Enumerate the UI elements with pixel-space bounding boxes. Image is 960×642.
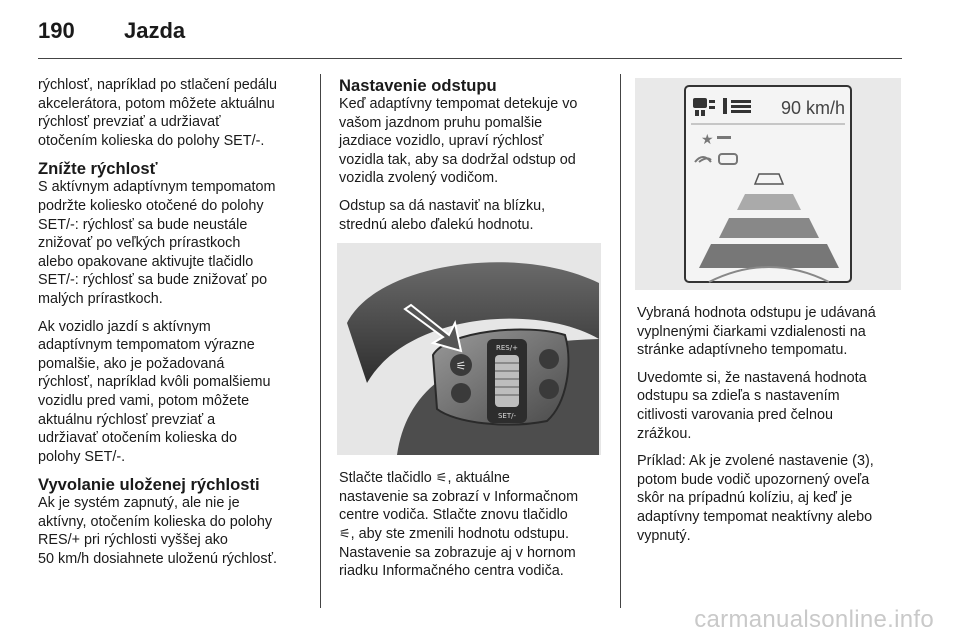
steering-wheel-figure xyxy=(337,243,601,455)
gap-bar-mid-far xyxy=(737,194,801,210)
section-title: Jazda xyxy=(124,18,186,43)
alert-button xyxy=(539,379,559,399)
column-2 xyxy=(339,76,611,590)
dic-display-illustration xyxy=(635,78,901,290)
paragraph-gap-shared: Uvedomte si, že nastavená hodnota odstupu sa zdieľa s nastavením citlivosti varovania pred čelnou zrážkou. xyxy=(637,369,867,442)
cruise-button xyxy=(451,383,471,403)
gap-button-icon: ⚟ xyxy=(455,359,467,374)
res-label: RES/+ xyxy=(496,344,518,353)
paragraph-gap-button: Stlačte tlačidlo ⚟, aktuálne nastavenie sa zobrazí v Informačnom centre vodiča. Stlačte znovu tlačidlo ⚟, aby ste zmenili hodnotu odstupu. Nastavenie sa zobrazuje aj v hornom riadku Informačného centra vodiča. xyxy=(339,470,579,580)
gap-icon: ⚟ xyxy=(339,525,351,541)
column-3 xyxy=(637,76,909,554)
header-rule xyxy=(38,58,902,59)
gap-bar-near xyxy=(699,244,839,268)
dic-display-figure xyxy=(635,78,901,290)
column-1 xyxy=(38,76,310,578)
page-number: 190 xyxy=(38,18,75,43)
column-divider-right xyxy=(620,74,621,608)
paragraph-gap-values: Odstup sa dá nastaviť na blízku, strednú alebo ďalekú hodnotu. xyxy=(339,197,546,233)
steering-wheel-illustration xyxy=(337,243,601,455)
paragraph-slower-vehicle: Ak vozidlo jazdí s aktívnym adaptívnym tempomatom výrazne pomalšie, ako je požadovaná rýchlosť, napríklad kvôli pomalšiemu vozidlu pred vami, potom môžete aktuálnu rýchlosť prevziať a udržiavať otočením kolieska do polohy SET/-. xyxy=(38,318,271,465)
watermark: carmanualsonline.info xyxy=(694,606,934,633)
set-label: SET/- xyxy=(497,412,517,421)
paragraph-decrease-speed: S aktívnym adaptívnym tempomatom podržte koliesko otočené do polohy SET/-: rýchlosť sa bude neustále znižovať po veľkých prírastkoch alebo opakovane aktivujte tlačidlo SET/-: rýchlosť sa bude znižovať po malých prírastkoch. xyxy=(38,179,276,307)
heading-decrease-speed: Znížte rýchlosť xyxy=(38,159,158,179)
column-divider-left xyxy=(320,74,321,608)
paragraph-recall-speed: Ak je systém zapnutý, ale nie je aktívny, otočením kolieska do polohy RES/+ pri rýchlosti vyššej ako 50 km/h dosiahnete uloženú rýchlosť. xyxy=(38,495,277,568)
paragraph-gap-detect: Keď adaptívny tempomat detekuje vo vašom jazdnom pruhu pomalšie jazdiace vozidlo, upraví rýchlosť vozidla tak, aby sa dodržal odstup od vozidla zvolený vodičom. xyxy=(339,96,578,187)
heading-gap-setting: Nastavenie odstupu xyxy=(339,76,497,95)
gap-bar-mid-near xyxy=(719,218,819,238)
paragraph-example: Príklad: Ak je zvolené nastavenie (3), potom bude vodič upozornený oveľa skôr na prípadnú kolíziu, aj keď je adaptívny tempomat neaktívny alebo vypnutý. xyxy=(637,453,874,544)
star-icon: ★ xyxy=(701,132,714,148)
heading-recall-speed: Vyvolanie uloženej rýchlosti xyxy=(38,475,260,495)
gap-icon: ⚟ xyxy=(435,470,448,486)
paragraph-gap-display: Vybraná hodnota odstupu je udávaná vyplnenými čiarkami vzdialenosti na stránke adaptívneho tempomatu. xyxy=(637,305,876,359)
paragraph-speed-takeover: rýchlosť, napríklad po stlačení pedálu akcelerátora, potom môžete aktuálnu rýchlosť prevziať a udržiavať otočením kolieska do polohy SET/-. xyxy=(38,77,277,149)
display-speed: 90 km/h xyxy=(780,98,846,118)
distance-button xyxy=(539,349,559,369)
